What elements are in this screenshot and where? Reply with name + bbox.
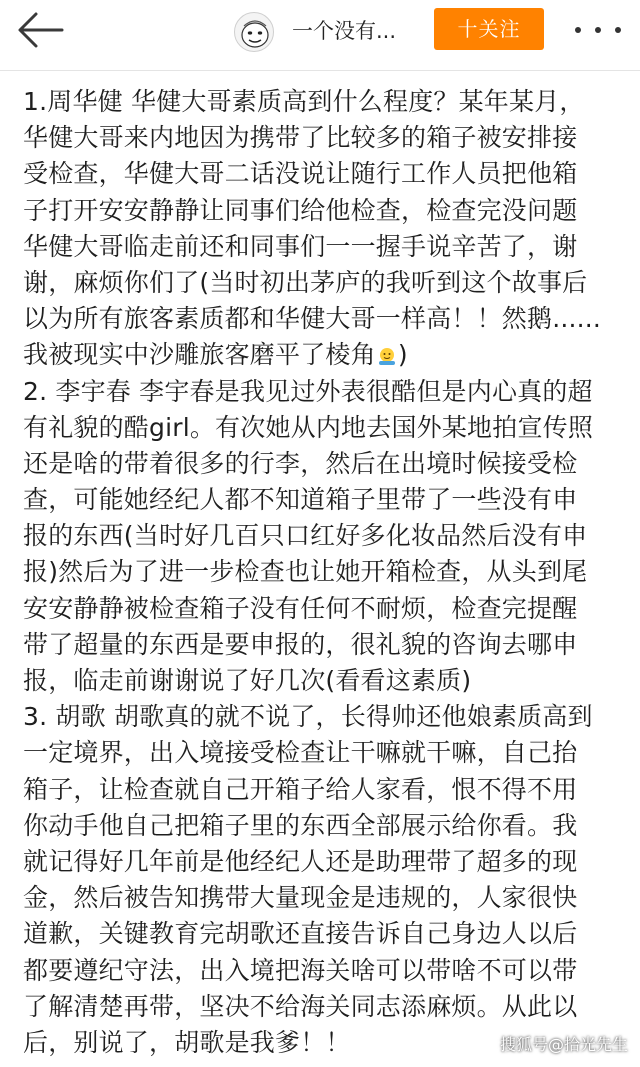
- post-line: 查，可能她经纪人都不知道箱子里带了一些没有申: [23, 485, 578, 515]
- shrug-emoji-icon: [377, 346, 397, 366]
- post-line: 还是啥的带着很多的行李，然后在出境时候接受检: [23, 448, 578, 478]
- post-line: 以为所有旅客素质都和华健大哥一样高！！然鹅......: [23, 304, 602, 334]
- username[interactable]: 一个没有...: [292, 19, 397, 43]
- post-line: 华健大哥来内地因为携带了比较多的箱子被安排接: [23, 123, 578, 153]
- post-line: 箱子，让检查就自己开箱子给人家看，恨不得不用: [23, 774, 578, 804]
- watermark: 搜狐号@拾光先生: [499, 1035, 628, 1054]
- post-line: 华健大哥临走前还和同事们一一握手说辛苦了，谢: [23, 231, 578, 261]
- post-line: 报)然后为了进一步检查也让她开箱检查，从头到尾: [23, 557, 588, 587]
- post-line: 3. 胡歌 胡歌真的就不说了，长得帅还他娘素质高到: [23, 702, 593, 732]
- post-line: 谢，麻烦你们了(当时初出茅庐的我听到这个故事后: [23, 267, 588, 297]
- post-line: 2. 李宇春 李宇春是我见过外表很酷但是内心真的超: [23, 376, 593, 406]
- post-line: 带了超量的东西是要申报的，很礼貌的咨询去哪申: [23, 629, 578, 659]
- post-line: 后，别说了，胡歌是我爹！！: [23, 1027, 351, 1057]
- post-line: 金，然后被告知携带大量现金是违规的，人家很快: [23, 883, 578, 913]
- post-line: 1.周华健 华健大哥素质高到什么程度？某年某月，: [23, 87, 585, 116]
- post-line-text: 我被现实中沙雕旅客磨平了棱角: [23, 340, 376, 370]
- top-bar: [0, 0, 640, 64]
- post-line: 子打开安安静静让同事们给他检查，检查完没问题: [23, 195, 578, 225]
- post-line: 受检查，华健大哥二话没说让随行工作人员把他箱: [23, 159, 578, 189]
- avatar-face-icon: [235, 13, 274, 52]
- post-line: 安安静静被检查箱子没有任何不耐烦，检查完提醒: [23, 593, 578, 623]
- post-line: 了解清楚再带，坚决不给海关同志添麻烦。从此以: [23, 991, 578, 1021]
- post-line-suffix: ): [397, 340, 408, 370]
- post-line: 你动手他自己把箱子里的东西全部展示给你看。我: [23, 810, 578, 840]
- post-line: 道歉，关键教育完胡歌还直接告诉自己身边人以后: [23, 919, 578, 949]
- post-line: 有礼貌的酷girl。有次她从内地去国外某地拍宣传照: [23, 412, 594, 442]
- post-line-with-emoji: [23, 337, 623, 373]
- more-dots-icon[interactable]: [568, 16, 628, 44]
- post-line: 报的东西(当时好几百只口红好多化妆品然后没有申: [23, 521, 588, 551]
- post-line: 就记得好几年前是他经纪人还是助理带了超多的现: [23, 846, 578, 876]
- post-line: 报，临走前谢谢说了好几次(看看这素质): [23, 666, 472, 695]
- post-body: [23, 84, 623, 1061]
- post-line: 都要遵纪守法，出入境把海关啥可以带啥不可以带: [23, 955, 578, 985]
- follow-button[interactable]: 十关注: [434, 8, 544, 50]
- post-line: 一定境界，出入境接受检查让干嘛就干嘛，自己抬: [23, 738, 578, 768]
- back-arrow-icon[interactable]: [14, 10, 66, 50]
- header-divider: [0, 70, 640, 71]
- avatar[interactable]: [234, 12, 274, 52]
